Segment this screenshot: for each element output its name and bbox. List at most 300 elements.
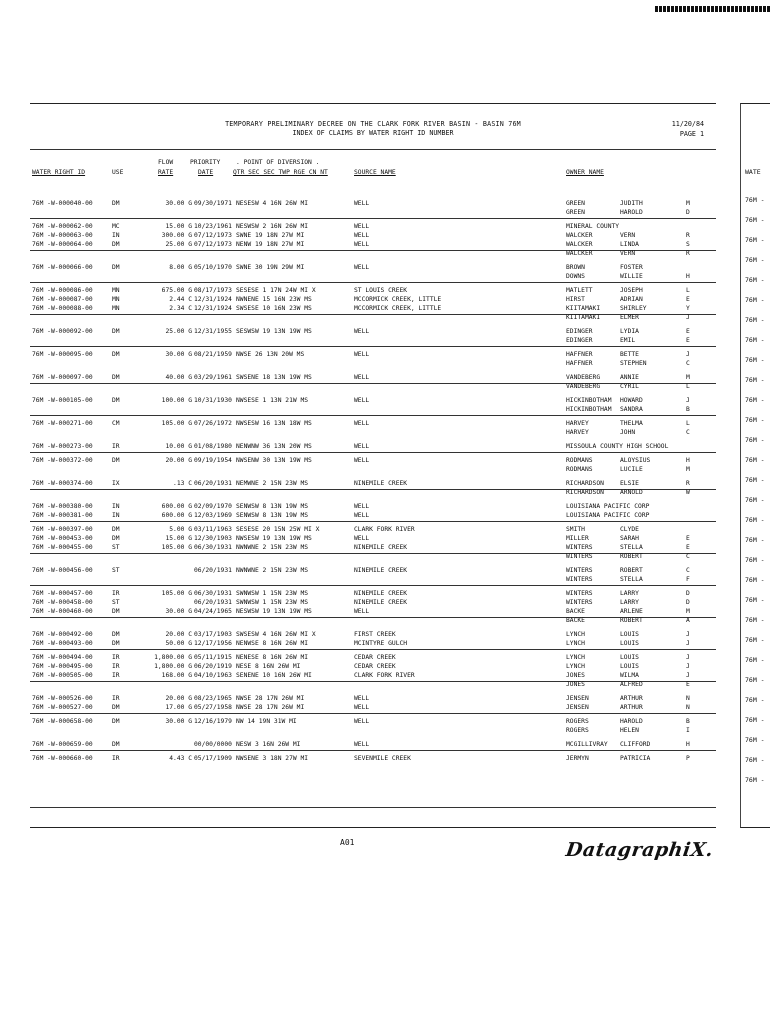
cell-owner-last-name: WINTERS: [566, 599, 593, 606]
cell-use: DM: [112, 741, 120, 748]
cell-owner-last-name: RICHARDSON: [566, 480, 604, 487]
cell-use: ST: [112, 544, 120, 551]
adjacent-page-row: 76M -: [745, 636, 765, 644]
cell-owner-first-name: HAROLD: [620, 209, 643, 216]
cell-owner-first-name: WILMA: [620, 672, 639, 679]
cell-owner-last-name: ROGERS: [566, 718, 589, 725]
cell-water-right-id: 76M -W-000062-00: [32, 223, 93, 230]
cell-flow-rate: 675.00 G: [161, 287, 192, 294]
cell-owner-initial: J: [686, 631, 690, 638]
cell-owner-first-name: ARTHUR: [620, 704, 643, 711]
cell-flow-rate: 30.00 G: [165, 351, 192, 358]
adjacent-page-row: 76M -: [745, 256, 765, 264]
table-row: [30, 287, 716, 296]
cell-owner-initial: E: [686, 544, 690, 551]
cell-owner-first-name: ALFRED: [620, 681, 643, 688]
header-owner: OWNER NAME: [566, 169, 604, 176]
cell-owner-initial: H: [686, 273, 690, 280]
cell-flow-rate: 168.00 G: [161, 672, 192, 679]
cell-source-name: NINEMILE CREEK: [354, 567, 408, 574]
cell-owner-initial: F: [686, 576, 690, 583]
cell-flow-rate: 40.00 G: [165, 374, 192, 381]
cell-owner-initial: C: [686, 429, 690, 436]
cell-owner-last-name: MINERAL COUNTY: [566, 223, 620, 230]
cell-use: CM: [112, 420, 120, 427]
cell-use: DM: [112, 457, 120, 464]
table-row: [30, 654, 716, 663]
cell-source-name: NINEMILE CREEK: [354, 544, 408, 551]
cell-owner-last-name: JENSEN: [566, 695, 589, 702]
cell-flow-rate: 100.00 G: [161, 397, 192, 404]
cell-water-right-id: 76M -W-000453-00: [32, 535, 93, 542]
cell-owner-initial: E: [686, 535, 690, 542]
cell-water-right-id: 76M -W-000374-00: [32, 480, 93, 487]
datagraphix-logo: DatagraphiX.: [564, 839, 715, 861]
cell-owner-initial: E: [686, 328, 690, 335]
cell-source-name: WELL: [354, 535, 370, 542]
cell-legal-description: SWNWSW 1 15N 23W MS: [236, 599, 309, 606]
cell-owner-initial: R: [686, 250, 690, 257]
cell-legal-description: SWNWSW 1 15N 23W MS: [236, 590, 309, 597]
table-row: [30, 223, 716, 232]
table-row: [30, 663, 716, 672]
cell-owner-initial: R: [686, 232, 690, 239]
cell-priority-date: 09/30/1971: [194, 200, 232, 207]
cell-owner-initial: N: [686, 704, 690, 711]
cell-owner-initial: N: [686, 695, 690, 702]
table-row: [30, 360, 716, 369]
cell-legal-description: NWSE 26 13N 20W MS: [236, 351, 305, 358]
cell-owner-last-name: WALCKER: [566, 241, 593, 248]
cell-owner-first-name: CYRIL: [620, 383, 639, 390]
cell-owner-initial: J: [686, 672, 690, 679]
cell-owner-last-name: RODMANS: [566, 466, 593, 473]
cell-owner-first-name: WILLIE: [620, 273, 643, 280]
cell-owner-first-name: LUCILE: [620, 466, 643, 473]
cell-priority-date: 05/10/1970: [194, 264, 232, 271]
table-row: [30, 617, 716, 626]
cell-owner-first-name: ROBERT: [620, 567, 643, 574]
table-row: [30, 489, 716, 498]
cell-owner-initial: Y: [686, 305, 690, 312]
cell-owner-last-name: LOUISIANA PACIFIC CORP: [566, 503, 650, 510]
cell-priority-date: 03/11/1963: [194, 526, 232, 533]
cell-owner-initial: M: [686, 374, 690, 381]
cell-flow-rate: 20.00 G: [165, 457, 192, 464]
cell-owner-initial: L: [686, 420, 690, 427]
table-row: [30, 420, 716, 429]
cell-owner-last-name: LYNCH: [566, 640, 585, 647]
cell-priority-date: 10/31/1930: [194, 397, 232, 404]
cell-owner-last-name: WINTERS: [566, 590, 593, 597]
cell-owner-first-name: JOSEPH: [620, 287, 643, 294]
table-row: [30, 640, 716, 650]
adjacent-page-row: 76M -: [745, 196, 765, 204]
cell-source-name: NINEMILE CREEK: [354, 590, 408, 597]
cell-flow-rate: 2.34 C: [169, 305, 192, 312]
table-row: [30, 273, 716, 283]
cell-source-name: WELL: [354, 718, 370, 725]
cell-owner-last-name: WALCKER: [566, 250, 593, 257]
cell-priority-date: 06/20/1919: [194, 663, 232, 670]
adjacent-page-row: 76M -: [745, 676, 765, 684]
cell-owner-first-name: LARRY: [620, 599, 639, 606]
table-row: [30, 296, 716, 305]
adjacent-page-row: 76M -: [745, 316, 765, 324]
cell-owner-last-name: MCGILLIVRAY: [566, 741, 608, 748]
header-point-of-diversion: . POINT OF DIVERSION .: [236, 159, 320, 166]
cell-flow-rate: 105.00 G: [161, 420, 192, 427]
cell-water-right-id: 76M -W-000040-00: [32, 200, 93, 207]
cell-legal-description: NWSENE 3 18N 27W MI: [236, 755, 309, 762]
cell-legal-description: SENENE 10 16N 26W MI: [236, 672, 312, 679]
cell-owner-initial: A: [686, 617, 690, 624]
adjacent-page-row: 76M -: [745, 276, 765, 284]
cell-legal-description: SESESE 20 15N 25W MI X: [236, 526, 320, 533]
header-priority: PRIORITY: [190, 159, 221, 166]
report-date: 11/20/84: [671, 120, 704, 128]
adjacent-page-row: 76M -: [745, 476, 765, 484]
cell-flow-rate: 1,800.00 G: [154, 654, 192, 661]
cell-legal-description: SWNE 30 19N 29W MI: [236, 264, 305, 271]
table-row: [30, 457, 716, 466]
table-row: [30, 576, 716, 586]
cell-source-name: WELL: [354, 328, 370, 335]
cell-flow-rate: 20.00 C: [165, 631, 192, 638]
cell-owner-last-name: HARVEY: [566, 420, 589, 427]
cell-source-name: CEDAR CREEK: [354, 654, 396, 661]
cell-legal-description: SESWSW 19 13N 19W MS: [236, 328, 312, 335]
report-title: TEMPORARY PRELIMINARY DECREE ON THE CLARK FORK RIVER BASIN - BASIN 76M: [225, 120, 521, 128]
cell-source-name: WELL: [354, 503, 370, 510]
cell-use: DM: [112, 704, 120, 711]
cell-water-right-id: 76M -W-000494-00: [32, 654, 93, 661]
cell-owner-first-name: VERN: [620, 250, 636, 257]
table-row: [30, 755, 716, 764]
adjacent-page-row: 76M -: [745, 696, 765, 704]
adjacent-page-row: 76M -: [745, 516, 765, 524]
cell-owner-initial: C: [686, 567, 690, 574]
adjacent-page-row: 76M -: [745, 536, 765, 544]
cell-water-right-id: 76M -W-000087-00: [32, 296, 93, 303]
cell-use: DM: [112, 640, 120, 647]
cell-water-right-id: 76M -W-000493-00: [32, 640, 93, 647]
cell-priority-date: 12/03/1969: [194, 512, 232, 519]
cell-owner-initial: C: [686, 553, 690, 560]
table-row: [30, 250, 716, 259]
cell-owner-initial: E: [686, 296, 690, 303]
adjacent-page-row: 76M -: [745, 616, 765, 624]
cell-owner-initial: J: [686, 397, 690, 404]
cell-water-right-id: 76M -W-000066-00: [32, 264, 93, 271]
table-row: [30, 695, 716, 704]
cell-source-name: WELL: [354, 420, 370, 427]
cell-owner-first-name: LYDIA: [620, 328, 639, 335]
table-row: [30, 466, 716, 475]
cell-water-right-id: 76M -W-000526-00: [32, 695, 93, 702]
cell-priority-date: 08/21/1959: [194, 351, 232, 358]
cell-use: IR: [112, 590, 120, 597]
cell-use: IR: [112, 672, 120, 679]
cell-owner-last-name: LYNCH: [566, 631, 585, 638]
cell-owner-last-name: WINTERS: [566, 576, 593, 583]
cell-legal-description: NENESE 8 16N 26W MI: [236, 654, 309, 661]
cell-priority-date: 00/00/0000: [194, 741, 232, 748]
cell-owner-initial: J: [686, 314, 690, 321]
cell-legal-description: NWNENE 15 16N 23W MS: [236, 296, 312, 303]
cell-owner-last-name: HAFFNER: [566, 351, 593, 358]
cell-source-name: WELL: [354, 223, 370, 230]
adjacent-page-row: 76M -: [745, 756, 765, 764]
cell-owner-last-name: DOWNS: [566, 273, 585, 280]
cell-owner-first-name: HAROLD: [620, 718, 643, 725]
cell-owner-first-name: LOUIS: [620, 640, 639, 647]
cell-owner-first-name: EMIL: [620, 337, 636, 344]
cell-flow-rate: 17.00 G: [165, 704, 192, 711]
cell-owner-last-name: ROGERS: [566, 727, 589, 734]
adjacent-page-row: 76M -: [745, 456, 765, 464]
cell-flow-rate: 105.00 G: [161, 544, 192, 551]
cell-legal-description: NWSE 28 17N 26W MI: [236, 704, 305, 711]
cell-legal-description: SWSENE 18 13N 19W MS: [236, 374, 312, 381]
table-row: [30, 232, 716, 241]
cell-owner-first-name: ARLENE: [620, 608, 643, 615]
cell-source-name: FIRST CREEK: [354, 631, 396, 638]
cell-source-name: WELL: [354, 351, 370, 358]
cell-owner-initial: M: [686, 608, 690, 615]
cell-flow-rate: 15.00 G: [165, 223, 192, 230]
cell-water-right-id: 76M -W-000492-00: [32, 631, 93, 638]
cell-owner-first-name: FOSTER: [620, 264, 643, 271]
cell-owner-last-name: HICKINBOTHAM: [566, 397, 612, 404]
cell-water-right-id: 76M -W-000505-00: [32, 672, 93, 679]
cell-water-right-id: 76M -W-000455-00: [32, 544, 93, 551]
footer-page-number: A01: [340, 838, 355, 847]
cell-priority-date: 03/29/1961: [194, 374, 232, 381]
cell-priority-date: 03/17/1903: [194, 631, 232, 638]
cell-owner-last-name: EDINGER: [566, 328, 593, 335]
cell-priority-date: 12/31/1924: [194, 305, 232, 312]
adjacent-page-row: 76M -: [745, 376, 765, 384]
cell-legal-description: NWNWNE 2 15N 23W MS: [236, 544, 309, 551]
cell-use: MN: [112, 305, 120, 312]
cell-legal-description: NWSE 28 17N 26W MI: [236, 695, 305, 702]
cell-owner-last-name: JONES: [566, 681, 585, 688]
cell-priority-date: 07/26/1972: [194, 420, 232, 427]
cell-priority-date: 01/08/1980: [194, 443, 232, 450]
cell-priority-date: 02/09/1970: [194, 503, 232, 510]
header-legal: QTR SEC SEC TWP RGE CN NT: [233, 169, 328, 176]
table-row: [30, 526, 716, 535]
cell-owner-initial: L: [686, 383, 690, 390]
cell-source-name: WELL: [354, 443, 370, 450]
adjacent-page-row: 76M -: [745, 236, 765, 244]
cell-priority-date: 04/10/1963: [194, 672, 232, 679]
cell-priority-date: 12/31/1924: [194, 296, 232, 303]
cell-owner-first-name: ARTHUR: [620, 695, 643, 702]
cell-owner-last-name: BACKE: [566, 617, 585, 624]
cell-owner-last-name: HAFFNER: [566, 360, 593, 367]
cell-legal-description: SENWSW 8 13N 19W MS: [236, 512, 309, 519]
cell-flow-rate: .13 C: [173, 480, 192, 487]
table-row: [30, 264, 716, 273]
cell-source-name: WELL: [354, 200, 370, 207]
table-row: [30, 337, 716, 347]
cell-owner-last-name: MATLETT: [566, 287, 593, 294]
cell-legal-description: NW 14 19N 31W MI: [236, 718, 297, 725]
adjacent-page-row: 76M -: [745, 576, 765, 584]
cell-use: MN: [112, 287, 120, 294]
cell-owner-first-name: ROBERT: [620, 617, 643, 624]
cell-owner-last-name: WINTERS: [566, 544, 593, 551]
cell-flow-rate: 25.00 G: [165, 328, 192, 335]
cell-use: DM: [112, 526, 120, 533]
cell-owner-initial: S: [686, 241, 690, 248]
cell-water-right-id: 76M -W-000527-00: [32, 704, 93, 711]
cell-owner-initial: R: [686, 480, 690, 487]
cell-use: ST: [112, 567, 120, 574]
adjacent-page-row: 76M -: [745, 776, 765, 784]
cell-legal-description: NESW 3 16N 26W MI: [236, 741, 301, 748]
cell-owner-first-name: VERN: [620, 232, 636, 239]
cell-owner-first-name: ADRIAN: [620, 296, 643, 303]
cell-owner-first-name: CLYDE: [620, 526, 639, 533]
cell-owner-last-name: WINTERS: [566, 553, 593, 560]
cell-source-name: MCCORMICK CREEK, LITTLE: [354, 305, 442, 312]
cell-use: MN: [112, 296, 120, 303]
cell-water-right-id: 76M -W-000460-00: [32, 608, 93, 615]
cell-source-name: NINEMILE CREEK: [354, 599, 408, 606]
cell-owner-initial: C: [686, 360, 690, 367]
cell-owner-first-name: JUDITH: [620, 200, 643, 207]
cell-owner-last-name: JENSEN: [566, 704, 589, 711]
cell-water-right-id: 76M -W-000457-00: [32, 590, 93, 597]
cell-owner-initial: B: [686, 406, 690, 413]
cell-owner-first-name: LOUIS: [620, 663, 639, 670]
header-flow: FLOW: [158, 159, 174, 166]
scan-edge-marks: [655, 6, 770, 12]
header-water-right-id: WATER RIGHT ID: [32, 169, 86, 176]
cell-owner-first-name: SANDRA: [620, 406, 643, 413]
cell-owner-first-name: SHIRLEY: [620, 305, 647, 312]
cell-priority-date: 06/30/1931: [194, 544, 232, 551]
cell-water-right-id: 76M -W-000658-00: [32, 718, 93, 725]
cell-priority-date: 07/12/1973: [194, 241, 232, 248]
cell-owner-initial: P: [686, 755, 690, 762]
cell-owner-first-name: BETTE: [620, 351, 639, 358]
cell-owner-first-name: CLIFFORD: [620, 741, 651, 748]
cell-priority-date: 10/23/1961: [194, 223, 232, 230]
cell-owner-last-name: SMITH: [566, 526, 585, 533]
table-row: [30, 741, 716, 751]
table-row: [30, 599, 716, 608]
cell-owner-last-name: JERMYN: [566, 755, 589, 762]
cell-owner-last-name: LOUISIANA PACIFIC CORP: [566, 512, 650, 519]
cell-flow-rate: 300.00 G: [161, 232, 192, 239]
cell-source-name: WELL: [354, 232, 370, 239]
cell-use: DM: [112, 200, 120, 207]
cell-use: IR: [112, 654, 120, 661]
cell-flow-rate: 600.00 G: [161, 512, 192, 519]
cell-owner-first-name: ARNOLD: [620, 489, 643, 496]
cell-water-right-id: 76M -W-000271-00: [32, 420, 93, 427]
cell-legal-description: SESESE 1 17N 24W MI X: [236, 287, 316, 294]
cell-owner-initial: M: [686, 200, 690, 207]
cell-owner-first-name: STEPHEN: [620, 360, 647, 367]
cell-owner-last-name: GREEN: [566, 200, 585, 207]
cell-priority-date: 12/16/1979: [194, 718, 232, 725]
table-row: [30, 512, 716, 522]
cell-owner-initial: B: [686, 718, 690, 725]
cell-owner-last-name: RICHARDSON: [566, 489, 604, 496]
cell-owner-last-name: HIRST: [566, 296, 585, 303]
cell-legal-description: NENWSE 8 16N 26W MI: [236, 640, 309, 647]
table-row: [30, 351, 716, 360]
table-row: [30, 443, 716, 453]
cell-owner-first-name: JOHN: [620, 429, 636, 436]
cell-legal-description: NEMWNE 2 15N 23W MS: [236, 480, 309, 487]
cell-use: DM: [112, 631, 120, 638]
cell-owner-first-name: HOWARD: [620, 397, 643, 404]
cell-legal-description: NWSESW 19 13N 19W MS: [236, 535, 312, 542]
cell-flow-rate: 10.00 G: [165, 443, 192, 450]
cell-water-right-id: 76M -W-000659-00: [32, 741, 93, 748]
cell-priority-date: 05/11/1915: [194, 654, 232, 661]
cell-owner-last-name: GREEN: [566, 209, 585, 216]
cell-water-right-id: 76M -W-000086-00: [32, 287, 93, 294]
cell-owner-initial: D: [686, 599, 690, 606]
cell-use: IN: [112, 232, 120, 239]
cell-source-name: CLARK FORK RIVER: [354, 526, 415, 533]
cell-flow-rate: 20.00 G: [165, 695, 192, 702]
cell-owner-first-name: ELSIE: [620, 480, 639, 487]
cell-priority-date: 06/20/1931: [194, 480, 232, 487]
cell-owner-initial: W: [686, 489, 690, 496]
page-label: PAGE 1: [679, 130, 704, 138]
cell-owner-first-name: PATRICIA: [620, 755, 651, 762]
cell-legal-description: NWNWNE 2 15N 23W MS: [236, 567, 309, 574]
cell-legal-description: NENW 19 18N 27W MI: [236, 241, 305, 248]
cell-source-name: WELL: [354, 457, 370, 464]
cell-flow-rate: 8.00 G: [169, 264, 192, 271]
cell-priority-date: 06/30/1931: [194, 590, 232, 597]
cell-priority-date: 12/17/1956: [194, 640, 232, 647]
cell-water-right-id: 76M -W-000660-00: [32, 755, 93, 762]
header-date: DATE: [198, 169, 214, 176]
cell-owner-first-name: LOUIS: [620, 654, 639, 661]
cell-owner-initial: E: [686, 337, 690, 344]
adjacent-page-row: WATE: [745, 168, 761, 176]
cell-use: DM: [112, 241, 120, 248]
header-rate: RATE: [158, 169, 174, 176]
cell-owner-last-name: KIITAMAKI: [566, 305, 601, 312]
cell-use: IR: [112, 663, 120, 670]
adjacent-page-row: 76M -: [745, 496, 765, 504]
cell-owner-initial: D: [686, 590, 690, 597]
cell-flow-rate: 50.00 G: [165, 640, 192, 647]
cell-flow-rate: 5.00 G: [169, 526, 192, 533]
adjacent-page-row: 76M -: [745, 556, 765, 564]
cell-flow-rate: 105.00 G: [161, 590, 192, 597]
cell-priority-date: 04/24/1965: [194, 608, 232, 615]
adjacent-page-row: 76M -: [745, 716, 765, 724]
cell-use: DM: [112, 397, 120, 404]
cell-water-right-id: 76M -W-000095-00: [32, 351, 93, 358]
cell-source-name: WELL: [354, 374, 370, 381]
cell-source-name: WELL: [354, 241, 370, 248]
cell-priority-date: 07/12/1973: [194, 232, 232, 239]
cell-legal-description: SENWSW 8 13N 19W MS: [236, 503, 309, 510]
